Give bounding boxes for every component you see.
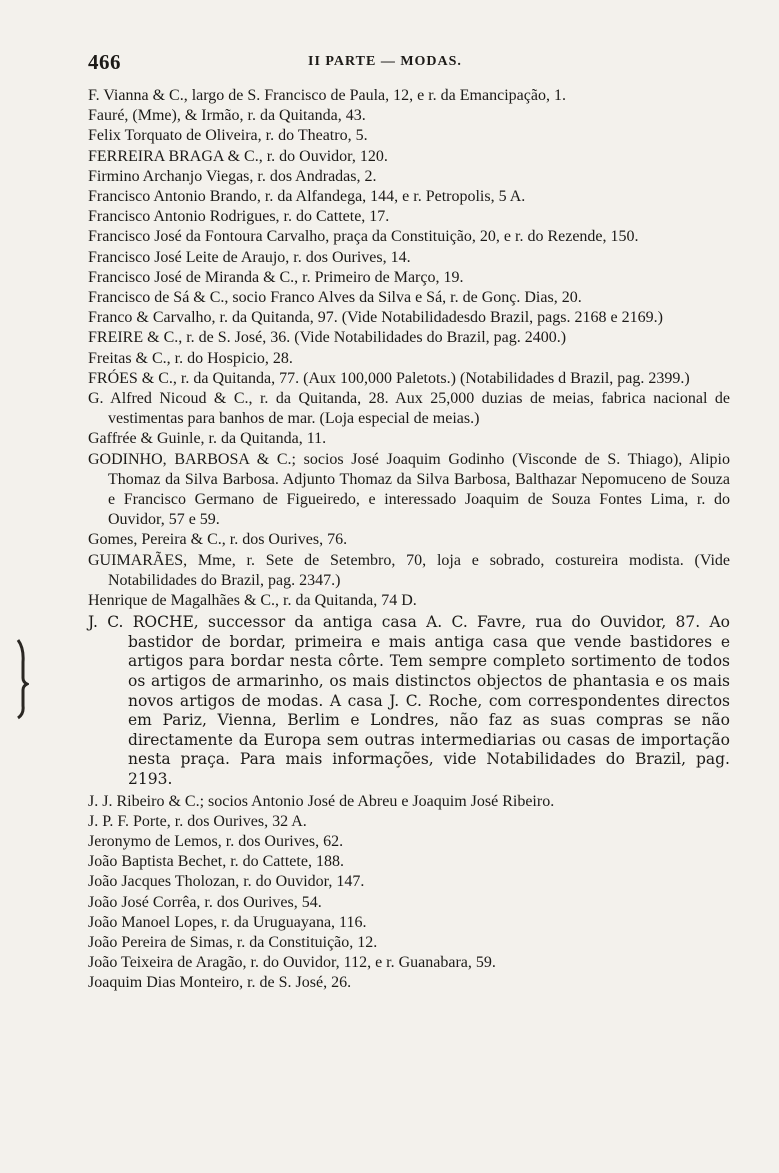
entry: Francisco José da Fontoura Carvalho, praça da Constituição, 20, e r. do Rezende, 150. [88,228,639,246]
entry: FRÓES & C., r. da Quitanda, 77. (Aux 100,000 Paletots.) (Notabilidades d Brazil, pag. 2399.) [88,369,690,387]
entry: GUIMARÃES, Mme, r. Sete de Setembro, 70, loja e sobrado, costureira modista. (Vide Notabilidades do Brazil, pag. 2347.) [88,551,730,589]
entry: Francisco Antonio Rodrigues, r. do Cattete, 17. [88,208,390,226]
entry: Felix Torquato de Oliveira, r. do Theatro, 5. [88,127,368,145]
entry: F. Vianna & C., largo de S. Francisco de Paula, 12, e r. da Emancipação, 1. [88,87,566,104]
entry: J. P. F. Porte, r. dos Ourives, 32 A. [88,812,307,830]
entry: Francisco de Sá & C., socio Franco Alves da Silva e Sá, r. de Gonç. Dias, 20. [88,289,582,307]
entry: Freitas & C., r. do Hospicio, 28. [88,349,293,367]
entry: Franco & Carvalho, r. da Quitanda, 97. (Vide Notabilidadesdo Brazil, pags. 2168 e 2169.) [88,309,663,327]
entry: Firmino Archanjo Viegas, r. dos Andradas, 2. [88,167,377,185]
entry: João Manoel Lopes, r. da Uruguayana, 116. [88,913,367,931]
entry: Fauré, (Mme), & Irmão, r. da Quitanda, 43. [88,107,366,125]
entry: Francisco Antonio Brando, r. da Alfandega, 144, e r. Petropolis, 5 A. [88,188,526,206]
entry: João Pereira de Simas, r. da Constituição, 12. [88,934,378,952]
entry: João Teixeira de Aragão, r. do Ouvidor, 112, e r. Guanabara, 59. [88,954,496,972]
entry: Francisco José Leite de Araujo, r. dos Ourives, 14. [88,248,411,266]
entry: Gaffrée & Guinle, r. da Quitanda, 11. [88,430,327,448]
directory-listing [88,86,730,994]
running-title: II PARTE — MODAS. [308,54,462,69]
entry: Jeronymo de Lemos, r. dos Ourives, 62. [88,833,344,851]
entry: GODINHO, BARBOSA & C.; socios José Joaquim Godinho (Visconde de S. Thiago), Alipio Thomaz da Silva Barbosa. Adjunto Thomaz da Silva Barbosa, Balthazar Nepomuceno de Souza e Francisco Germano de Figueiredo, e interessado Joaquim de Souza Fontes Lima, r. do Ouvidor, 57 e 59. [88,450,730,529]
entry: Joaquim Dias Monteiro, r. de S. José, 26. [88,974,352,992]
page-number: 466 [88,50,121,74]
entry: G. Alfred Nicoud & C., r. da Quitanda, 28. Aux 25,000 duzias de meias, fabrica nacional de vestimentas para banhos de mar. (Loja especial de meias.) [88,390,730,428]
entry: FREIRE & C., r. de S. José, 36. (Vide Notabilidades do Brazil, pag. 2400.) [88,329,567,347]
margin-bracket-mark [15,638,29,720]
entry: Gomes, Pereira & C., r. dos Ourives, 76. [88,531,348,549]
entry: João José Corrêa, r. dos Ourives, 54. [88,893,322,911]
page-header [88,50,719,74]
entry: Francisco José de Miranda & C., r. Primeiro de Março, 19. [88,268,464,286]
entry: Henrique de Magalhães & C., r. da Quitanda, 74 D. [88,592,417,610]
advertisement-entry: J. C. ROCHE, successor da antiga casa A. C. Favre, rua do Ouvidor, 87. Ao bastidor de bordar, primeira e mais antiga casa que vende bastidores e artigos para bordar nesta côrte. Tem sempre completo sortimento de todos os artigos de armarinho, os mais distinctos objectos de phantasia e os mais novos artigos de modas. A casa J. C. Roche, com correspondentes directos em Pariz, Vienna, Berlim e Londres, não faz as suas compras se não directamente da Europa sem outras intermediarias ou casas de importação nesta praça. Para mais informações, vide Notabilidades do Brazil, pag. 2193. [88,613,730,789]
entry: João Baptista Bechet, r. do Cattete, 188. [88,853,344,871]
entry: FERREIRA BRAGA & C., r. do Ouvidor, 120. [88,147,388,165]
entry: João Jacques Tholozan, r. do Ouvidor, 147. [88,873,365,891]
entry: J. J. Ribeiro & C.; socios Antonio José de Abreu e Joaquim José Ribeiro. [88,792,555,810]
